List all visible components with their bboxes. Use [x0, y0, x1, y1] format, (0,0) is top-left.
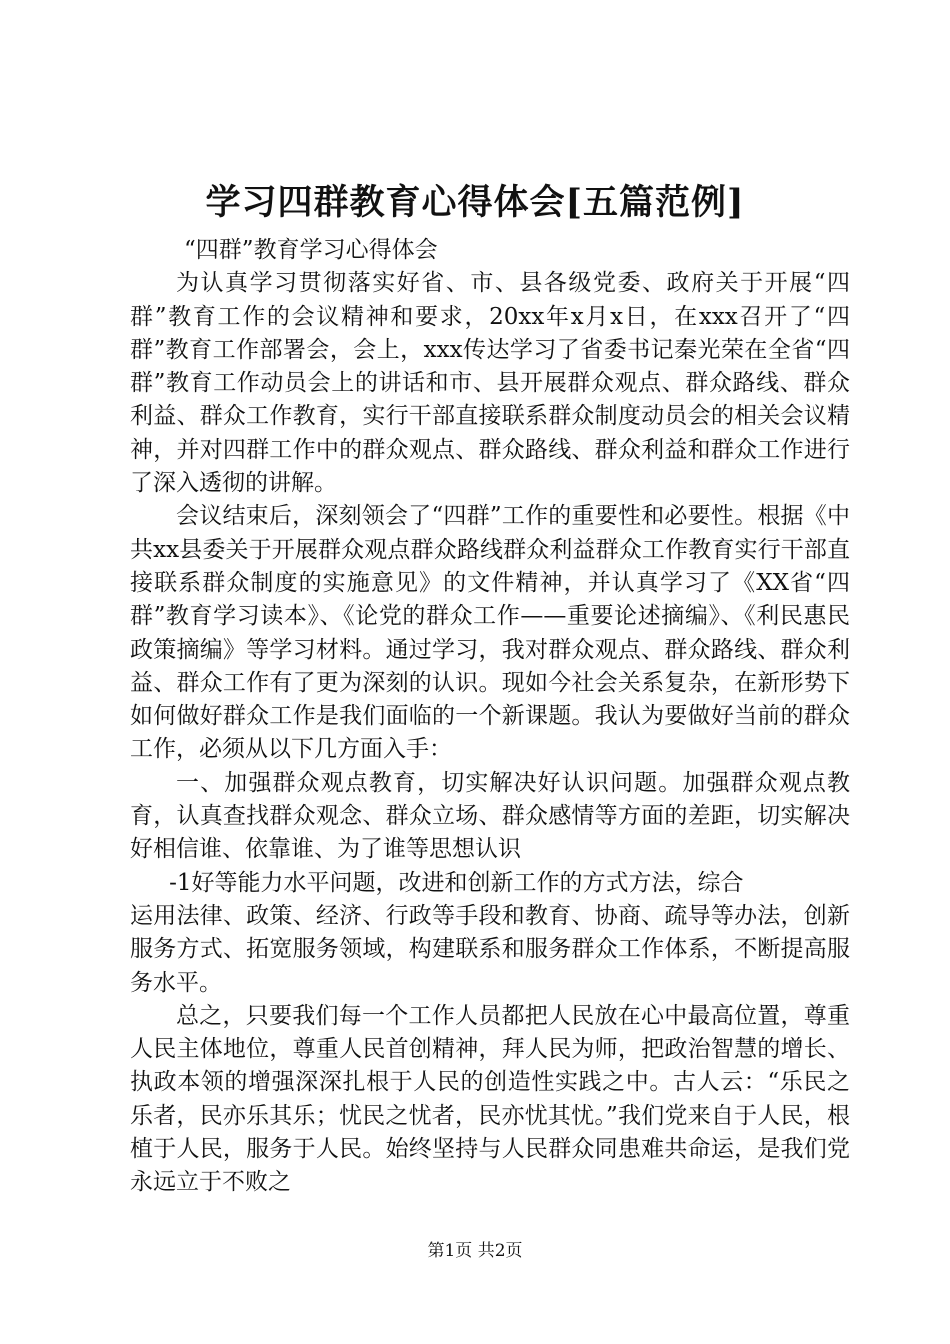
paragraph-4-rest: 运用法律、政策、经济、行政等手段和教育、协商、疏导等办法，创新服务方式、拓宽服务领域，构建联系和服务群众工作体系，不断提高服务水平。 — [130, 902, 850, 996]
paragraph-3: 一、加强群众观点教育，切实解决好认识问题。加强群众观点教育，认真查找群众观念、群众立场、群众感情等方面的差距，切实解决好相信谁、依靠谁、为了谁等思想认识 — [130, 769, 850, 863]
continuation-line: -1好等能力水平问题，改进和创新工作的方式方法，综合 — [169, 869, 744, 896]
document-body — [130, 234, 850, 1200]
document-title: 学习四群教育心得体会[五篇范例] — [205, 182, 745, 223]
paragraph-1: 为认真学习贯彻落实好省、市、县各级党委、政府关于开展“四群”教育工作的会议精神和要求，20xx年x月x日，在xxx召开了“四群”教育工作部署会，会上，xxx传达学习了省委书记秦光荣在全省“四群”教育工作动员会上的讲话和市、县开展群众观点、群众路线、群众利益、群众工作教育，实行干部直接联系群众制度动员会的相关会议精神，并对四群工作中的群众观点、群众路线、群众利益和群众工作进行了深入透彻的讲解。 — [130, 270, 850, 497]
closing-paragraph: 总之，只要我们每一个工作人员都把人民放在心中最高位置，尊重人民主体地位，尊重人民首创精神，拜人民为师，把政治智慧的增长、执政本领的增强深深扎根于人民的创造性实践之中。古人云：“乐民之乐者，民亦乐其乐；忧民之忧者，民亦忧其忧。”我们党来自于人民，根植于人民，服务于人民。始终坚持与人民群众同患难共命运，是我们党永远立于不败之 — [130, 1002, 850, 1196]
page-number: 第1页 共2页 — [427, 1241, 523, 1261]
paragraph-2: 会议结束后，深刻领会了“四群”工作的重要性和必要性。根据《中共xx县委关于开展群众观点群众路线群众利益群众工作教育实行干部直接联系群众制度的实施意见》的文件精神，并认真学习了《XX省“四群”教育学习读本》、《论党的群众工作——重要论述摘编》、《利民惠民政策摘编》等学习材料。通过学习，我对群众观点、群众路线、群众利益、群众工作有了更为深刻的认识。现如今社会关系复杂，在新形势下如何做好群众工作是我们面临的一个新课题。我认为要做好当前的群众工作，必须从以下几方面入手： — [130, 503, 850, 763]
document-subtitle: “四群”教育学习心得体会 — [184, 237, 438, 263]
